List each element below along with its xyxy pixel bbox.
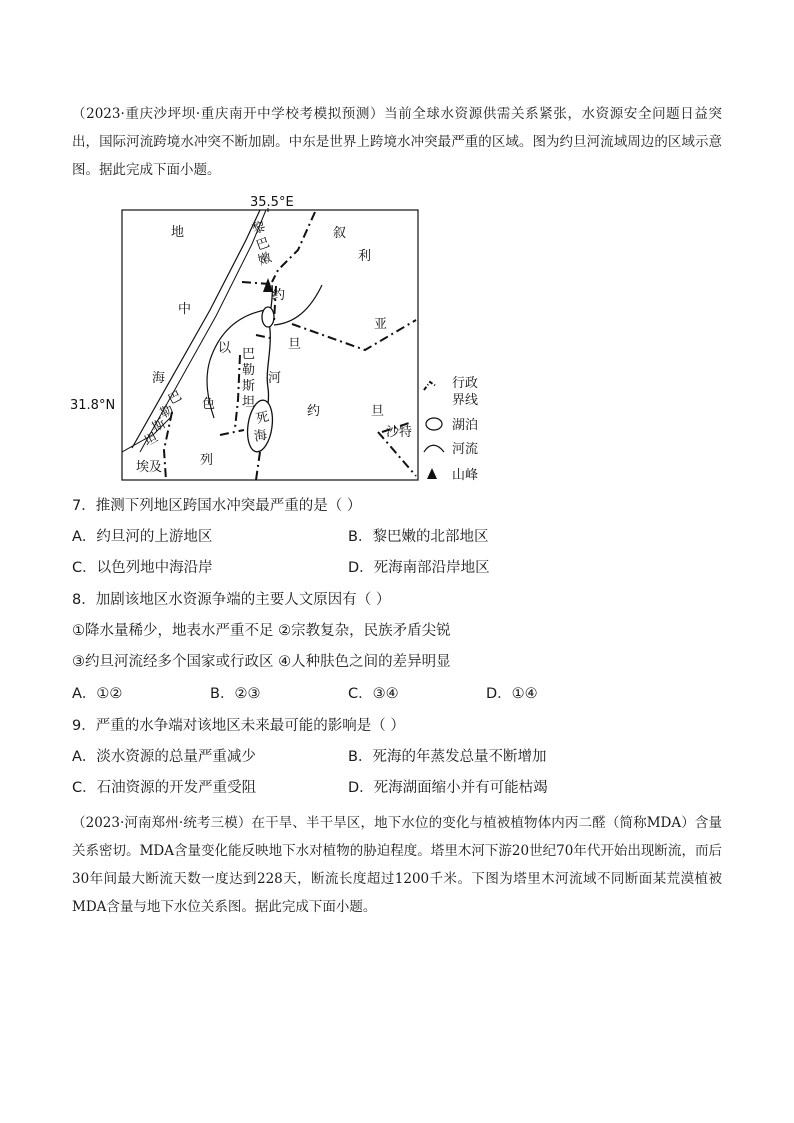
q8-option-b: B．②③ <box>210 686 261 702</box>
tributary-west <box>207 310 265 418</box>
label-dead-sea-1: 死 <box>254 409 271 428</box>
jordan-river-map <box>60 190 500 490</box>
boundary-westbank-west <box>235 355 240 428</box>
label-gaza-3: 斯 <box>149 416 169 436</box>
q8-statements-2: ③约旦河流经多个国家或行政区 ④人种肤色之间的差异明显 <box>72 654 451 670</box>
q7-option-c: C．以色列地中海沿岸 <box>72 560 213 576</box>
q8-option-d: D．①④ <box>486 686 538 702</box>
legend-peak-symbol <box>427 468 437 479</box>
q7-option-b: B．黎巴嫩的北部地区 <box>348 529 489 545</box>
q8-option-a: A．①② <box>72 686 123 702</box>
legend-lake-label: 湖泊 <box>452 418 479 433</box>
intro-paragraph-2: （2023·河南郑州·统考三模）在干旱、半干旱区，地下水位的变化与植被植物体内丙二醛（简称MDA）含量关系密切。MDA含量变化能反映地下水对植物的胁迫程度。塔里木河下游20世纪70年代开始出现断流，而后30年间最大断流天数一度达到228天，断流长度超过1200千米。下图为塔里木河流域不同断面某荒漠植被MDA含量与地下水位关系图。据此完成下面小题。 <box>72 815 722 915</box>
label-westbank-3: 斯 <box>242 379 256 394</box>
boundary-lebanon-syria <box>272 212 315 282</box>
question-9-stem: 9．严重的水争端对该地区未来最可能的影响是（ ） <box>72 718 405 734</box>
legend-boundary-label-1: 行政 <box>452 376 479 391</box>
q8-option-c: C．③④ <box>348 686 399 702</box>
q9-option-b: B．死海的年蒸发总量不断增加 <box>348 749 547 765</box>
legend-lake-symbol <box>426 418 442 430</box>
label-westbank-2: 勒 <box>242 363 256 378</box>
jordan-river <box>267 285 272 418</box>
q9-option-d: D．死海湖面缩小并有可能枯竭 <box>348 780 548 796</box>
legend-river-label: 河流 <box>452 442 479 457</box>
label-westbank-1: 巴 <box>242 347 256 362</box>
question-7-stem: 7．推测下列地区跨国水冲突最严重的是（ ） <box>72 498 362 514</box>
q7-option-d: D．死海南部沿岸地区 <box>348 560 490 576</box>
boundary-westbank-south <box>220 430 244 435</box>
legend-peak-label: 山峰 <box>452 468 479 483</box>
q7-option-a: A．约旦河的上游地区 <box>72 529 213 545</box>
label-lebanon-3: 嫩 <box>256 250 274 269</box>
boundary-lebanon-israel <box>242 282 270 284</box>
label-yue-bottom: 约 <box>307 404 321 419</box>
q9-option-c: C．石油资源的开发严重受阻 <box>72 780 257 796</box>
sea-of-galilee <box>262 307 274 327</box>
legend-boundary-label-2: 界线 <box>452 393 479 408</box>
label-dead-sea-2: 海 <box>252 427 269 446</box>
label-di: 地 <box>171 225 185 240</box>
boundary-jordan-israel <box>256 452 260 480</box>
label-he: 河 <box>268 371 282 386</box>
label-ya: 亚 <box>374 317 388 332</box>
label-lebanon-2: 巴 <box>254 235 272 254</box>
label-israel-yi: 以 <box>218 341 232 356</box>
label-israel-se: 色 <box>202 397 216 412</box>
intro-paragraph-1: （2023·重庆沙坪坝·重庆南开中学校考模拟预测）当前全球水资源供需关系紧张，水资源安全问题日益突出，国际河流跨境水冲突不断加剧。中东是世界上跨境水冲突最严重的区域。图为约旦河流域周边的区域示意图。据此完成下面小题。 <box>72 106 722 178</box>
q9-option-a: A．淡水资源的总量严重减少 <box>72 749 256 765</box>
label-dan-bottom: 旦 <box>371 404 385 419</box>
label-saudi: 沙特 <box>386 425 413 440</box>
legend-boundary-symbol <box>424 382 436 390</box>
question-8-stem: 8．加剧该地区水资源争端的主要人文原因有（ ） <box>72 592 391 608</box>
label-egypt: 埃及 <box>136 460 163 475</box>
label-gaza-1: 巴 <box>165 388 185 408</box>
longitude-label: 35.5°E <box>250 195 294 210</box>
coastline <box>132 210 260 448</box>
label-zhong: 中 <box>178 302 192 317</box>
label-li: 利 <box>358 249 372 264</box>
label-xu: 叙 <box>333 226 347 241</box>
label-israel-lie: 列 <box>200 453 214 468</box>
label-hai: 海 <box>152 371 166 386</box>
boundary-syria-jordan <box>292 320 416 350</box>
latitude-label: 31.8°N <box>70 398 116 413</box>
label-gaza-4: 坦 <box>141 430 161 450</box>
q8-statements-1: ①降水量稀少，地表水严重不足 ②宗教复杂，民族矛盾尖锐 <box>72 623 451 639</box>
label-westbank-4: 坦 <box>242 395 256 410</box>
label-dan-top: 旦 <box>288 337 302 352</box>
coastline-inner <box>140 210 266 452</box>
legend-river-symbol <box>424 445 444 452</box>
boundary-westbank-north <box>256 335 270 338</box>
label-lebanon-1: 黎 <box>250 219 268 238</box>
label-gaza-2: 勒 <box>157 402 177 422</box>
label-yue-top: 约 <box>272 288 286 303</box>
map-legend <box>424 376 478 483</box>
